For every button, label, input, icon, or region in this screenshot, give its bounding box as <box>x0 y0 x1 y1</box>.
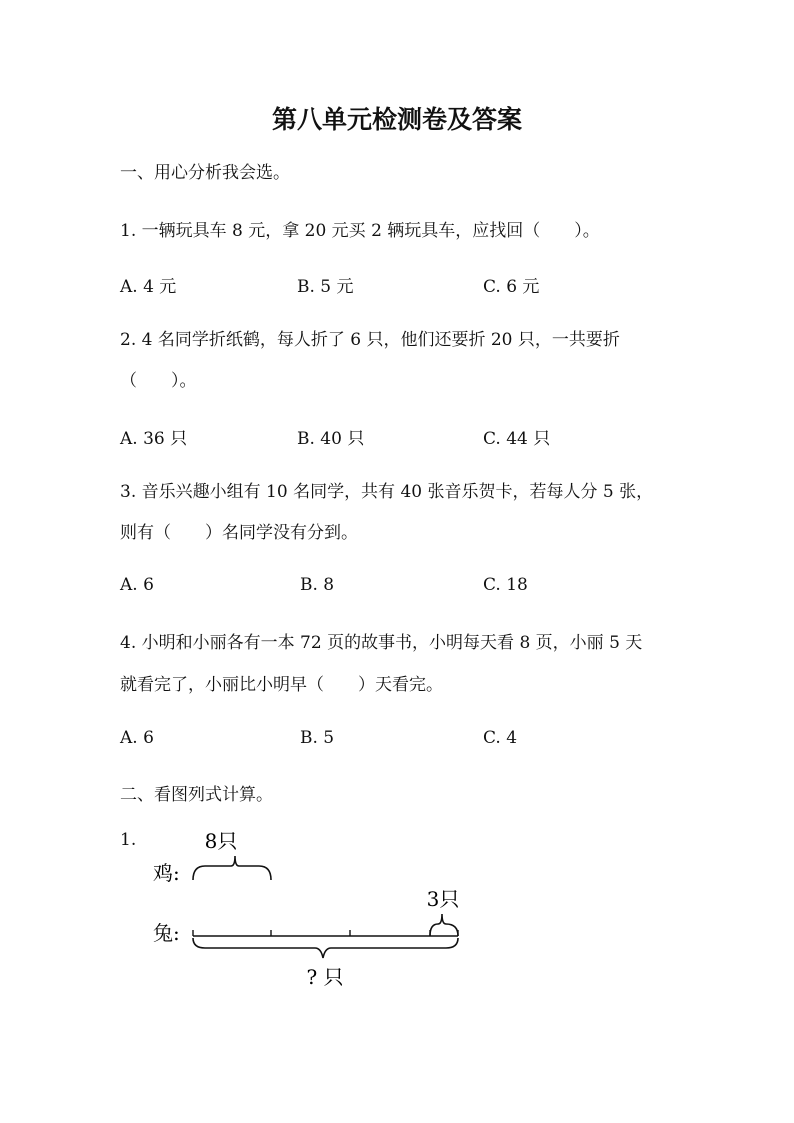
question-4-line-2: 就看完了，小丽比小明早（ ）天看完。 <box>120 675 443 695</box>
q1-option-c: C. 6 元 <box>483 277 540 297</box>
q3-option-a: A. 6 <box>120 575 154 595</box>
page-title: 第八单元检测卷及答案 <box>271 105 522 134</box>
q3-option-b: B. 8 <box>300 575 335 595</box>
q4-option-a: A. 6 <box>120 728 154 748</box>
q3-option-c: C. 18 <box>483 575 528 595</box>
q2-option-a: A. 36 只 <box>120 429 188 449</box>
q4-option-b: B. 5 <box>300 728 335 748</box>
question-2-line-2: （ ）。 <box>120 371 197 391</box>
q4-option-c: C. 4 <box>483 728 518 748</box>
total-brace <box>193 938 458 958</box>
section1-heading: 一、用心分析我会选。 <box>120 163 290 183</box>
section2-heading: 二、看图列式计算。 <box>120 785 273 805</box>
question-3-line-2: 则有（ ）名同学没有分到。 <box>120 523 358 543</box>
question-1: 1. 一辆玩具车 8 元，拿 20 元买 2 辆玩具车，应找回（ ）。 <box>120 221 600 241</box>
question-4-line-1: 4. 小明和小丽各有一本 72 页的故事书，小明每天看 8 页，小丽 5 天 <box>120 633 643 653</box>
q2-option-b: B. 40 只 <box>297 429 365 449</box>
question-3-line-1: 3. 音乐兴趣小组有 10 名同学，共有 40 张音乐贺卡，若每人分 5 张， <box>120 482 654 502</box>
section2-question-1-number: 1. <box>120 830 137 850</box>
q2-option-c: C. 44 只 <box>483 429 551 449</box>
q1-option-b: B. 5 元 <box>297 277 354 297</box>
question-2-line-1: 2. 4 名同学折纸鹤，每人折了 6 只，他们还要折 20 只，一共要折 <box>120 330 620 350</box>
rabbit-label: 兔: <box>153 921 180 945</box>
chicken-count-label: 8只 <box>204 829 238 853</box>
chicken-label: 鸡: <box>153 861 180 885</box>
rabbit-extra-label: 3只 <box>426 887 460 911</box>
rabbit-extra-brace <box>430 914 458 936</box>
total-label: ? 只 <box>306 965 344 989</box>
chicken-brace <box>193 856 271 880</box>
q1-option-a: A. 4 元 <box>120 277 177 297</box>
line-segment-diagram <box>145 820 475 995</box>
